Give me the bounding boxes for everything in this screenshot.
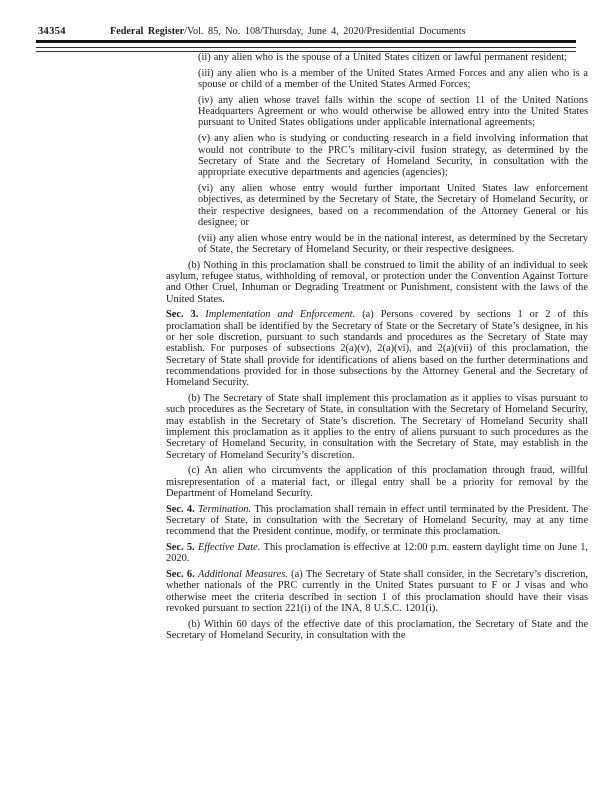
clause-vii: (vii) any alien whose entry would be in the national interest, as determined by the Secretary of State, the Secretary of Homeland Security, or their respective designees. [198, 232, 588, 255]
section-3-title: Implementation and Enforcement. [205, 309, 363, 321]
section-4-label: Sec. 4. [166, 503, 199, 515]
section-5-label: Sec. 5. [166, 542, 198, 554]
section-6-paragraph-b: (b) Within 60 days of the effective date of this proclamation, the Secretary of State and the Secretary of Homeland Security, in consultation with the [166, 618, 588, 642]
section-4-title: Termination. [198, 503, 255, 515]
section-3-paragraph-b: (b) The Secretary of State shall implement this proclamation as it applies to visas pursuant to such procedures as the Secretary of State, in consultation with the Secretary of Homeland Security, may establish in the Secretary of State’s discretion. The Secretary of Homeland Security shall implement this proclamation as it applies to the entry of aliens pursuant to such procedures as the Secretary of Homeland Security, in consultation with the Secretary of State, may establish in the Secretary of Homeland Security’s discretion. [166, 393, 588, 461]
section-3: Sec. 3. Implementation and Enforcement. (a) Persons covered by sections 1 or 2 of this proclamation shall be identified by the Secretary of State or the Secretary of State’s designee, in his or her sole discretion, pursuant to such standards and procedures as the Secretary of State may establish. For purposes of subsections 2(a)(v), 2(a)(vi), and 2(a)(vii) of this proclamation, the Secretary of State shall provide for identifications of aliens based on the further determinations and recommendations provided for in those subsections by the Attorney General and the Secretary of Homeland Security. [166, 309, 589, 389]
section-6-label: Sec. 6. [166, 569, 199, 581]
clause-v: (v) any alien who is studying or conducting research in a field involving information that would not contribute to the PRC’s military-civil fusion strategy, as determined by the Secretary of State and the Secretary of Homeland Security, in consultation with the appropriate executive departments and agencies (agencies); [198, 133, 588, 179]
clause-ii: (ii) any alien who is the spouse of a United States citizen or lawful permanent resident; [198, 52, 568, 63]
clause-iv: (iv) any alien whose travel falls within the scope of section 11 of the United Nations Headquarters Agreement or who would otherwise be allowed entry into the United States pursuant to United States obligations under applicable international agreements; [198, 94, 588, 129]
paragraph-b: (b) Nothing in this proclamation shall be construed to limit the ability of an individual to seek asylum, refugee status, withholding of removal, or protection under the Convention Against Torture and Other Cruel, Inhuman or Degrading Treatment or Punishment, consistent with the laws of the United States. [166, 259, 588, 305]
section-5-title: Effective Date. [197, 542, 264, 554]
section-6-title: Additional Measures. [198, 569, 292, 581]
masthead [110, 26, 466, 37]
clause-vi: (vi) any alien whose entry would further important United States law enforcement objectives, as determined by the Secretary of State, the Secretary of Homeland Security, or their respective designees, based on a recommendation of the Attorney General or his designee; or [198, 182, 588, 228]
clause-iii: (iii) any alien who is a member of the United States Armed Forces and any alien who is a spouse or child of a member of the United States Armed Forces; [198, 67, 588, 91]
issue-line: /Vol. 85, No. 108/Thursday, June 4, 2020/Presidential Documents [184, 26, 466, 37]
section-6: Sec. 6. Additional Measures. (a) The Secretary of State shall consider, in the Secretary’s discretion, whether nationals of the PRC currently in the United States pursuant to F or J visas and who otherwise meet the criteria described in section 1 of this proclamation should have their visas revoked pursuant to section 221(i) of the INA, 8 U.S.C. 1201(i). [166, 569, 588, 615]
document-body [166, 52, 588, 646]
section-4: Sec. 4. Termination. This proclamation shall remain in effect until terminated by the President. The Secretary of State, in consultation with the Secretary of Homeland Security, may at any time recommend that the President continue, modify, or terminate this proclamation. [166, 503, 588, 538]
section-5: Sec. 5. Effective Date. This proclamation is effective at 12:00 p.m. eastern daylight time on June 1, 2020. [166, 542, 588, 565]
header-rule-thick [36, 40, 576, 43]
section-3-label: Sec. 3. [166, 309, 206, 321]
page-number: 34354 [38, 26, 66, 37]
section-3-paragraph-c: (c) An alien who circumvents the application of this proclamation through fraud, willful misrepresentation of a material fact, or illegal entry shall be a priority for removal by the Department of Homeland Security. [166, 465, 588, 499]
publication-name: Federal Register [110, 26, 185, 37]
